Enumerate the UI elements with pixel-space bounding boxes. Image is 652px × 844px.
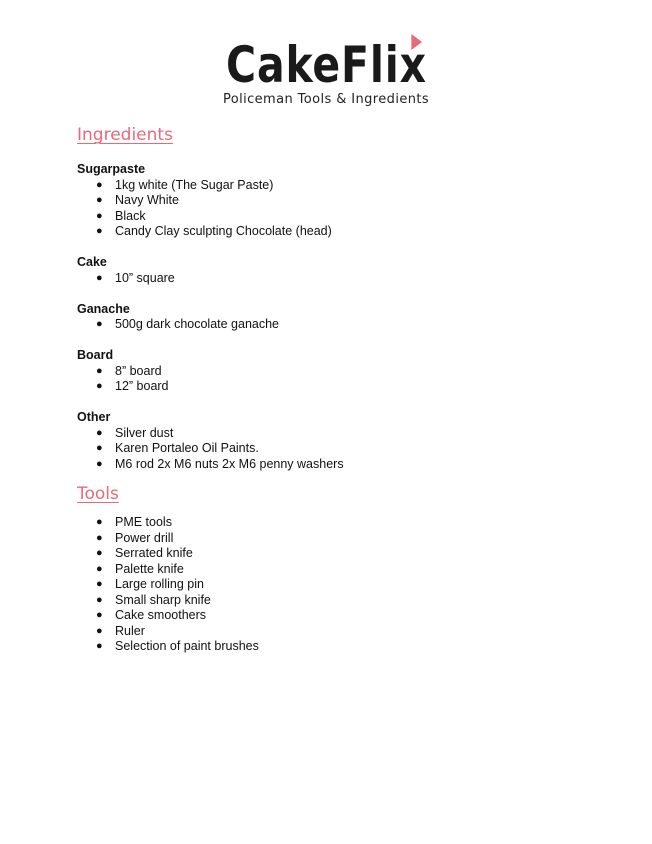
bullet-icon: ● bbox=[96, 640, 103, 652]
list-item bbox=[77, 317, 597, 333]
list-item bbox=[77, 531, 597, 547]
list-item-text: M6 rod 2x M6 nuts 2x M6 penny washers bbox=[115, 456, 344, 471]
group-title: Board bbox=[77, 348, 114, 362]
ingredient-group-ganache bbox=[77, 302, 597, 333]
list-item-text: 500g dark chocolate ganache bbox=[115, 317, 280, 331]
list-item bbox=[77, 441, 597, 457]
bullet-icon: ● bbox=[96, 209, 103, 222]
bullet-icon: ● bbox=[96, 194, 103, 206]
bullet-icon: ● bbox=[96, 318, 103, 330]
list-item-text: Power drill bbox=[115, 530, 174, 545]
list-item-text: 10” square bbox=[115, 270, 175, 285]
ingredient-list bbox=[77, 364, 597, 395]
document-header bbox=[0, 38, 652, 107]
bullet-icon: ● bbox=[96, 271, 103, 284]
list-item bbox=[77, 178, 597, 194]
bullet-icon: ● bbox=[96, 178, 103, 191]
list-item-text: Silver dust bbox=[115, 425, 174, 440]
group-title: Other bbox=[77, 410, 111, 424]
bullet-icon: ● bbox=[96, 426, 103, 439]
list-item bbox=[77, 546, 597, 562]
bullet-icon: ● bbox=[96, 562, 103, 575]
bullet-icon: ● bbox=[96, 442, 103, 454]
list-item bbox=[77, 562, 597, 578]
list-item bbox=[77, 608, 597, 624]
bullet-icon: ● bbox=[96, 364, 103, 377]
ingredient-list bbox=[77, 271, 597, 287]
bullet-icon: ● bbox=[96, 380, 103, 392]
play-triangle-icon bbox=[411, 34, 422, 50]
list-item bbox=[77, 515, 597, 531]
list-item bbox=[77, 426, 597, 442]
cakeflix-logo bbox=[226, 38, 427, 92]
ingredient-group-other bbox=[77, 410, 597, 472]
list-item bbox=[77, 593, 597, 609]
list-item-text: Large rolling pin bbox=[115, 577, 204, 591]
bullet-icon: ● bbox=[96, 516, 103, 528]
list-item-text: Selection of paint brushes bbox=[115, 639, 259, 653]
bullet-icon: ● bbox=[96, 547, 103, 559]
list-item-text: 1kg white (The Sugar Paste) bbox=[115, 177, 274, 192]
list-item-text: Karen Portaleo Oil Paints. bbox=[115, 441, 259, 455]
ingredient-group-cake bbox=[77, 255, 597, 286]
ingredient-list bbox=[77, 178, 597, 240]
list-item-text: Black bbox=[115, 208, 146, 223]
list-item-text: Palette knife bbox=[115, 561, 184, 576]
list-item-text: Small sharp knife bbox=[115, 592, 211, 607]
ingredient-list bbox=[77, 317, 597, 333]
list-item-text: 8” board bbox=[115, 363, 162, 378]
list-item-text: Candy Clay sculpting Chocolate (head) bbox=[115, 224, 332, 238]
bullet-icon: ● bbox=[96, 225, 103, 237]
list-item bbox=[77, 193, 597, 209]
logo-text: CakeFlix bbox=[225, 36, 427, 94]
document-subtitle: Policeman Tools & Ingredients bbox=[222, 92, 430, 107]
list-item-text: Ruler bbox=[115, 623, 145, 638]
list-item bbox=[77, 271, 597, 287]
list-item bbox=[77, 364, 597, 380]
ingredients-heading: Ingredients bbox=[77, 125, 173, 145]
bullet-icon: ● bbox=[96, 578, 103, 590]
group-title: Sugarpaste bbox=[77, 162, 146, 176]
list-item bbox=[77, 577, 597, 593]
list-item-text: 12” board bbox=[115, 379, 169, 393]
ingredient-group-board bbox=[77, 348, 597, 395]
tools-list bbox=[77, 515, 597, 655]
list-item-text: Serrated knife bbox=[115, 546, 193, 560]
list-item bbox=[77, 224, 597, 240]
ingredient-list bbox=[77, 426, 597, 473]
group-title: Ganache bbox=[77, 301, 130, 316]
tools-heading: Tools bbox=[77, 484, 119, 504]
bullet-icon: ● bbox=[96, 593, 103, 606]
group-title: Cake bbox=[77, 255, 107, 269]
list-item-text: PME tools bbox=[115, 515, 172, 529]
document-body bbox=[77, 122, 597, 655]
list-item bbox=[77, 624, 597, 640]
list-item bbox=[77, 639, 597, 655]
bullet-icon: ● bbox=[96, 531, 103, 544]
list-item bbox=[77, 379, 597, 395]
ingredient-group-sugarpaste bbox=[77, 162, 597, 240]
bullet-icon: ● bbox=[96, 457, 103, 470]
list-item bbox=[77, 209, 597, 225]
bullet-icon: ● bbox=[96, 624, 103, 637]
list-item bbox=[77, 457, 597, 473]
bullet-icon: ● bbox=[96, 609, 103, 621]
list-item-text: Navy White bbox=[115, 193, 179, 207]
list-item-text: Cake smoothers bbox=[115, 608, 207, 622]
